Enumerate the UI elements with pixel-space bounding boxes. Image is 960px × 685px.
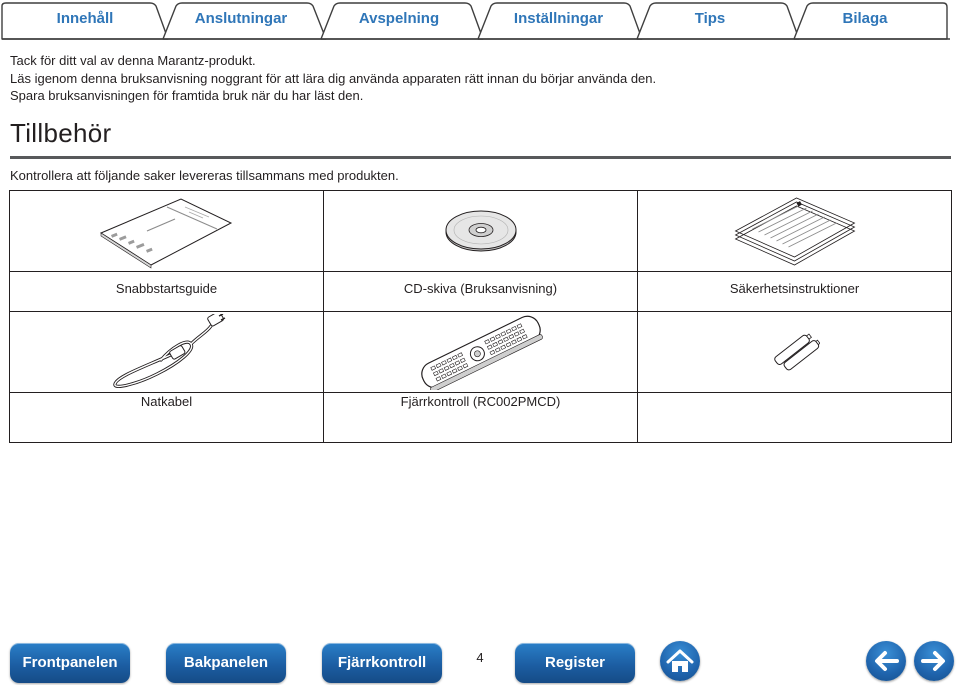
index-button[interactable]: Register: [515, 643, 635, 683]
accessory-label: Fjärrkontroll (RC002PMCD): [400, 394, 561, 409]
accessory-label: Natkabel: [140, 394, 193, 409]
arrow-right-icon: [914, 641, 954, 681]
caption-cell: [324, 272, 638, 312]
table-row: [10, 272, 952, 312]
accessory-cell: [638, 312, 952, 393]
caption-cell: [638, 393, 952, 443]
section-divider: [10, 156, 951, 159]
back-button[interactable]: [866, 641, 906, 681]
intro-line-thanks: Tack för ditt val av denna Marantz-produkt.: [10, 53, 256, 68]
home-icon: [660, 641, 700, 681]
remote-control-icon: [415, 314, 547, 390]
safety-instructions-icon: [732, 195, 857, 267]
caption-cell: [638, 272, 952, 312]
intro-text: [10, 52, 656, 105]
accessory-cell: [10, 312, 324, 393]
intro-line-keep: Spara bruksanvisningen för framtida bruk när du har läst den.: [10, 88, 364, 103]
power-cord-icon: [107, 314, 227, 390]
rear-panel-button[interactable]: Bakpanelen: [166, 643, 286, 683]
section-title: Tillbehör: [10, 118, 112, 148]
tab-appendix[interactable]: Bilaga: [842, 10, 888, 27]
accessory-label: CD-skiva (Bruksanvisning): [403, 281, 558, 296]
remote-control-button[interactable]: Fjärrkontroll: [322, 643, 442, 683]
accessory-cell: [10, 191, 324, 272]
quick-start-guide-icon: [97, 193, 237, 269]
intro-line-read: Läs igenom denna bruksanvisning noggrant för att lära dig använda apparaten rätt innan du börjar använda den.: [10, 70, 657, 86]
caption-cell: [10, 272, 324, 312]
tab-playback[interactable]: Avspelning: [358, 10, 440, 27]
table-row: [10, 191, 952, 272]
batteries-icon: [770, 330, 820, 374]
table-row: [10, 393, 952, 443]
accessory-cell: [324, 312, 638, 393]
tab-tips[interactable]: Tips: [694, 10, 726, 27]
tab-settings[interactable]: Inställningar: [513, 10, 604, 27]
accessory-label: Snabbstartsguide: [115, 281, 218, 296]
caption-cell: [10, 393, 324, 443]
section-lead: Kontrollera att följande saker levereras tillsammans med produkten.: [10, 168, 399, 183]
arrow-left-icon: [866, 641, 906, 681]
cd-rom-icon: [441, 206, 521, 256]
top-tab-bar: [0, 0, 960, 42]
tab-contents[interactable]: Innehåll: [56, 10, 114, 27]
accessory-label: Säkerhetsinstruktioner: [729, 281, 860, 296]
accessory-cell: [324, 191, 638, 272]
home-button[interactable]: [660, 641, 700, 681]
page-number: 4: [476, 650, 484, 665]
table-row: [10, 312, 952, 393]
accessories-table: [9, 190, 952, 443]
forward-button[interactable]: [914, 641, 954, 681]
accessory-cell: [638, 191, 952, 272]
front-panel-button[interactable]: Frontpanelen: [10, 643, 130, 683]
tab-connections[interactable]: Anslutningar: [194, 10, 288, 27]
caption-cell: [324, 393, 638, 443]
